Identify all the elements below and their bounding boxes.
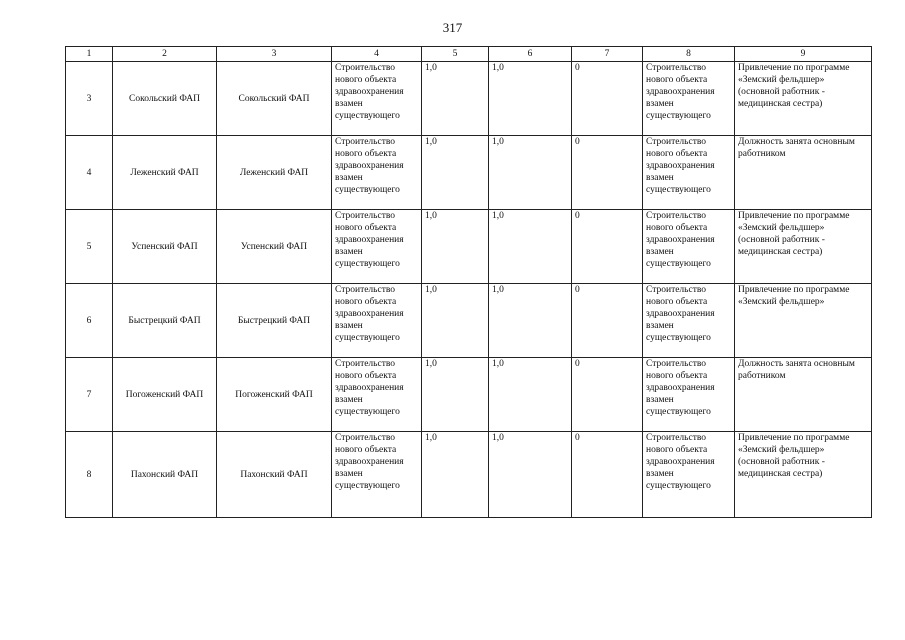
table-row: [66, 210, 872, 284]
row-number-cell: 5: [66, 210, 113, 284]
facility-name-cell: Успенский ФАП: [217, 210, 332, 284]
staffing-cell: Должность занята основным работником: [735, 136, 872, 210]
measure-cell: Строительство нового объекта здравоохранения взамен существующего: [332, 284, 422, 358]
value-cell: 1,0: [422, 136, 489, 210]
table-row: [66, 284, 872, 358]
staffing-cell: Привлечение по программе «Земский фельдшер» (основной работник - медицинская сестра): [735, 432, 872, 518]
measure-cell: Строительство нового объекта здравоохранения взамен существующего: [643, 62, 735, 136]
value-cell: 1,0: [489, 358, 572, 432]
row-number-cell: 4: [66, 136, 113, 210]
row-number-cell: 8: [66, 432, 113, 518]
facility-name-cell: Пахонский ФАП: [217, 432, 332, 518]
measure-cell: Строительство нового объекта здравоохранения взамен существующего: [643, 432, 735, 518]
value-cell: 0: [572, 358, 643, 432]
column-header: 5: [422, 47, 489, 62]
facility-name-cell: Погоженский ФАП: [113, 358, 217, 432]
value-cell: 1,0: [422, 210, 489, 284]
value-cell: 1,0: [422, 432, 489, 518]
measure-cell: Строительство нового объекта здравоохранения взамен существующего: [332, 358, 422, 432]
measure-cell: Строительство нового объекта здравоохранения взамен существующего: [643, 136, 735, 210]
column-header: 6: [489, 47, 572, 62]
facility-name-cell: Сокольский ФАП: [217, 62, 332, 136]
row-number-cell: 3: [66, 62, 113, 136]
value-cell: 1,0: [489, 62, 572, 136]
measure-cell: Строительство нового объекта здравоохранения взамен существующего: [643, 210, 735, 284]
value-cell: 1,0: [422, 284, 489, 358]
measure-cell: Строительство нового объекта здравоохранения взамен существующего: [332, 432, 422, 518]
facility-name-cell: Леженский ФАП: [217, 136, 332, 210]
header-row: [66, 47, 872, 62]
column-header: 8: [643, 47, 735, 62]
value-cell: 1,0: [489, 432, 572, 518]
facilities-table: [65, 46, 872, 518]
value-cell: 0: [572, 284, 643, 358]
column-header: 9: [735, 47, 872, 62]
facility-name-cell: Быстрецкий ФАП: [217, 284, 332, 358]
column-header: 1: [66, 47, 113, 62]
facility-name-cell: Сокольский ФАП: [113, 62, 217, 136]
facility-name-cell: Пахонский ФАП: [113, 432, 217, 518]
column-header: 7: [572, 47, 643, 62]
measure-cell: Строительство нового объекта здравоохранения взамен существующего: [332, 136, 422, 210]
page-number: 317: [442, 20, 463, 35]
measure-cell: Строительство нового объекта здравоохранения взамен существующего: [643, 358, 735, 432]
staffing-cell: Привлечение по программе «Земский фельдшер» (основной работник - медицинская сестра): [735, 210, 872, 284]
column-header: 3: [217, 47, 332, 62]
value-cell: 1,0: [422, 62, 489, 136]
value-cell: 1,0: [489, 136, 572, 210]
facility-name-cell: Погоженский ФАП: [217, 358, 332, 432]
row-number-cell: 6: [66, 284, 113, 358]
table-row: [66, 62, 872, 136]
measure-cell: Строительство нового объекта здравоохранения взамен существующего: [332, 62, 422, 136]
table-row: [66, 358, 872, 432]
staffing-cell: Должность занята основным работником: [735, 358, 872, 432]
table-row: [66, 432, 872, 518]
measure-cell: Строительство нового объекта здравоохранения взамен существующего: [643, 284, 735, 358]
value-cell: 0: [572, 136, 643, 210]
value-cell: 1,0: [489, 210, 572, 284]
facility-name-cell: Быстрецкий ФАП: [113, 284, 217, 358]
facility-name-cell: Леженский ФАП: [113, 136, 217, 210]
value-cell: 0: [572, 210, 643, 284]
staffing-cell: Привлечение по программе «Земский фельдшер»: [735, 284, 872, 358]
value-cell: 0: [572, 432, 643, 518]
facility-name-cell: Успенский ФАП: [113, 210, 217, 284]
column-header: 4: [332, 47, 422, 62]
value-cell: 1,0: [422, 358, 489, 432]
value-cell: 1,0: [489, 284, 572, 358]
table-row: [66, 136, 872, 210]
measure-cell: Строительство нового объекта здравоохранения взамен существующего: [332, 210, 422, 284]
value-cell: 0: [572, 62, 643, 136]
staffing-cell: Привлечение по программе «Земский фельдшер» (основной работник - медицинская сестра): [735, 62, 872, 136]
row-number-cell: 7: [66, 358, 113, 432]
column-header: 2: [113, 47, 217, 62]
